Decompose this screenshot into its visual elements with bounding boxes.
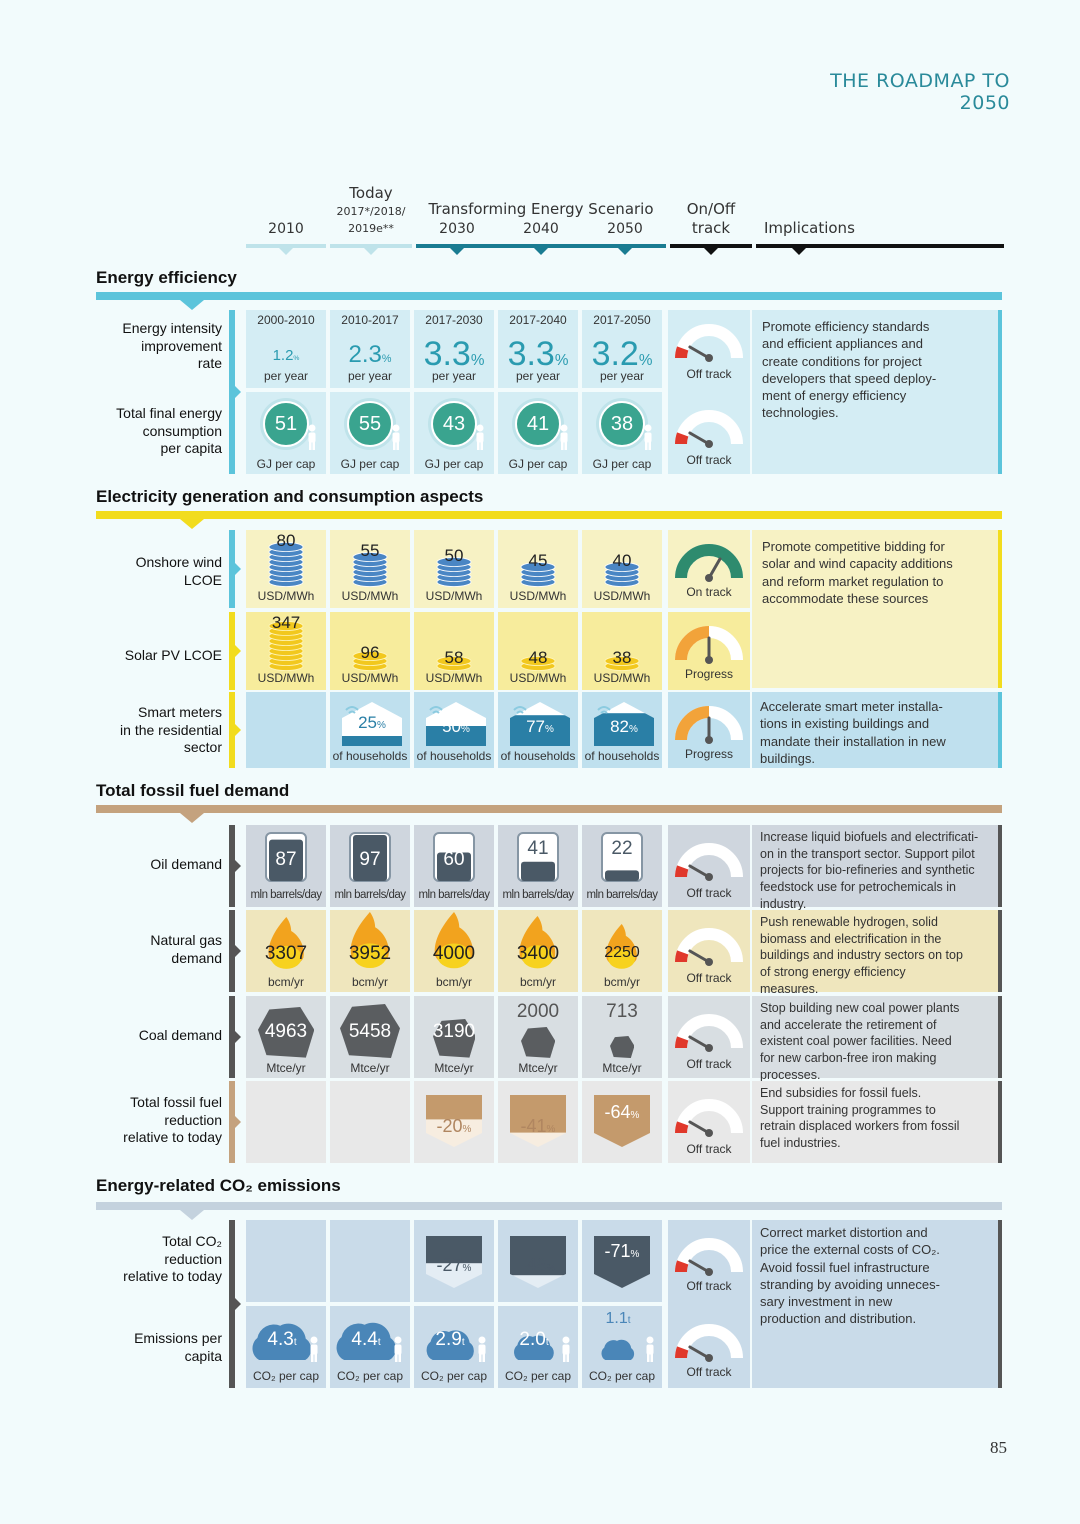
track-status-label: Progress	[684, 747, 734, 761]
wind-lcoe-value: 55	[360, 541, 380, 560]
meters-value: 77%	[526, 717, 554, 736]
unit-label: bcm/yr	[604, 975, 640, 989]
implication-oil: Increase liquid biofuels and electrificati- on in the transport sector. Support pilot projects for bio-refineries and synthetic feedstock use for petrochemicals in industry.	[760, 830, 979, 911]
unit-label: Mtce/yr	[266, 1061, 306, 1075]
coal-value: 5458	[348, 1021, 392, 1042]
unit-label: per year	[263, 369, 309, 383]
coal-value: 4963	[264, 1021, 308, 1042]
implication-co2: Correct market distortion and price the external costs of CO₂. Avoid fossil fuel infrastructure stranding by avoiding unneces- sary investment in new production and distribution.	[760, 1225, 940, 1327]
cell-meters	[246, 692, 326, 768]
wind-lcoe-value: 45	[528, 551, 548, 570]
tfec-value: 55	[358, 413, 382, 435]
track-status-label: Progress	[684, 667, 734, 681]
unit-label: GJ per cap	[424, 457, 484, 471]
oil-value: 60	[443, 849, 465, 870]
person-icon	[308, 1336, 320, 1362]
implication-edge	[998, 1081, 1002, 1163]
unit-label: USD/MWh	[425, 589, 483, 603]
wind-lcoe-value: 40	[612, 551, 632, 570]
row-label-oil: Oil demand	[150, 856, 222, 872]
gas-value: 3400	[516, 943, 560, 964]
gauge-icon	[668, 1232, 750, 1282]
unit-label: mln barrels/day	[586, 889, 658, 901]
unit-label: per year	[599, 369, 645, 383]
coal-icon	[610, 1036, 635, 1058]
unit-label: USD/MWh	[509, 671, 567, 685]
gas-value: 3307	[264, 943, 308, 964]
unit-label: mln barrels/day	[250, 889, 322, 901]
row-label-fossil_red: Total fossil fuel reduction relative to today	[123, 1094, 222, 1145]
wind-lcoe-value: 50	[444, 546, 464, 565]
column-today-years-1: 2017*/2018/	[336, 205, 406, 218]
solar-lcoe-value: 347	[271, 613, 301, 632]
row-arrow-icon	[235, 386, 241, 398]
row-arrow-icon	[235, 860, 241, 872]
implication-coal: Stop building new coal power plants and accelerate the retirement of existent coal power facilities. Need for new carbon-free iron making processes.	[760, 1001, 960, 1082]
intensity-value: 3.3%	[507, 335, 569, 373]
intensity-value: 3.2%	[591, 335, 653, 373]
meters-value: 25%	[358, 713, 386, 732]
period-label: 2010-2017	[341, 313, 399, 327]
intensity-value: 2.3%	[348, 341, 392, 369]
section-title-electricity: Electricity generation and consumption aspects	[96, 487, 484, 506]
row-label-gas: Natural gas demand	[150, 932, 222, 966]
row-label-solar: Solar PV LCOE	[124, 647, 222, 663]
implication-electricity: Promote competitive bidding for solar and wind capacity additions and reform market regulation to accommodate these sources	[762, 539, 953, 606]
gauge-icon	[668, 1093, 750, 1143]
wind-lcoe-value: 80	[276, 531, 296, 550]
person-icon	[306, 424, 318, 450]
coal-icon	[521, 1027, 555, 1058]
implication-efficiency: Promote efficiency standards and efficient appliances and create conditions for project developers that speed deploy- ment of energy efficiency technologies.	[762, 319, 937, 421]
gauge-icon	[668, 700, 750, 750]
unit-label: Mtce/yr	[602, 1061, 642, 1075]
unit-label: GJ per cap	[592, 457, 652, 471]
person-icon	[392, 1336, 404, 1362]
fossil-reduction-value: -64%	[604, 1102, 640, 1122]
unit-label: USD/MWh	[425, 671, 483, 685]
track-status-label: Off track	[686, 367, 732, 381]
oil-value: 22	[611, 838, 633, 859]
track-status-label: On track	[686, 585, 732, 599]
column-on-off: On/Off	[686, 200, 736, 218]
period-label: 2017-2030	[425, 313, 483, 327]
solar-lcoe-value: 48	[528, 648, 548, 667]
page-header-title: THE ROADMAP TO 2050	[830, 70, 1010, 114]
implication-meters: Accelerate smart meter installa- tions in existing buildings and mandate their installation in new buildings.	[760, 699, 946, 766]
gas-value: 2250	[604, 944, 640, 961]
fossil-reduction-value: -20%	[436, 1116, 472, 1136]
gauge-icon	[668, 1318, 750, 1368]
implication-edge	[998, 996, 1002, 1078]
column-2010: 2010	[268, 221, 304, 237]
row-label-meters: Smart meters in the residential sector	[120, 704, 222, 755]
track-status-label: Off track	[686, 971, 732, 985]
row-label-co2-reduction: Total CO₂ reduction relative to today	[123, 1233, 222, 1284]
implication-edge	[998, 825, 1002, 907]
unit-label: mln barrels/day	[334, 889, 406, 901]
row-arrow-icon	[235, 1116, 241, 1128]
unit-label: CO₂ per cap	[252, 1369, 320, 1383]
column-implications: Implications	[764, 219, 855, 237]
unit-label: of households	[332, 749, 408, 763]
cloud-icon	[599, 1336, 636, 1360]
implication-edge	[998, 310, 1002, 474]
section-title-co2: Energy-related CO₂ emissions	[96, 1176, 341, 1195]
unit-label: bcm/yr	[268, 975, 304, 989]
solar-lcoe-value: 58	[444, 648, 464, 667]
unit-label: USD/MWh	[509, 589, 567, 603]
row-label-wind: Onshore wind LCOE	[135, 554, 222, 588]
unit-label: GJ per cap	[340, 457, 400, 471]
unit-label: per year	[431, 369, 477, 383]
unit-label: USD/MWh	[257, 671, 315, 685]
intensity-value: 3.3%	[423, 335, 485, 373]
tfec-value: 41	[526, 413, 550, 435]
tfec-value: 43	[442, 413, 466, 435]
tfec-value: 38	[610, 413, 634, 435]
intensity-value: 1.2%	[272, 346, 300, 364]
unit-label: USD/MWh	[593, 671, 651, 685]
emissions-value: 1.1t	[605, 1310, 631, 1327]
gauge-icon	[668, 922, 750, 972]
unit-label: per year	[515, 369, 561, 383]
coal-value: 3190	[432, 1021, 476, 1042]
row-label-intensity: Energy intensity improvement rate	[122, 320, 222, 371]
solar-lcoe-value: 38	[612, 648, 632, 667]
person-icon	[476, 1336, 488, 1362]
gas-value: 3952	[348, 943, 392, 964]
gas-value: 4000	[432, 943, 476, 964]
row-label-tfec: Total final energy consumption per capita	[116, 405, 222, 456]
section-title-energy-efficiency: Energy efficiency	[96, 268, 237, 287]
unit-label: of households	[500, 749, 576, 763]
person-icon	[390, 424, 402, 450]
cell-fossil_red	[330, 1081, 410, 1163]
gauge-icon	[668, 318, 750, 368]
unit-label: mln barrels/day	[418, 889, 490, 901]
track-status-label: Off track	[686, 1142, 732, 1156]
co2-reduction-value: -48%	[520, 1255, 556, 1275]
track-status-label: Off track	[686, 453, 732, 467]
unit-label: GJ per cap	[508, 457, 568, 471]
unit-label: of households	[416, 749, 492, 763]
unit-label: Mtce/yr	[518, 1061, 558, 1075]
unit-label: USD/MWh	[593, 589, 651, 603]
person-icon	[474, 424, 486, 450]
unit-label: GJ per cap	[256, 457, 316, 471]
gauge-icon	[668, 837, 750, 887]
person-icon	[642, 424, 654, 450]
page-number: 85	[990, 1438, 1007, 1457]
oil-value: 97	[359, 849, 381, 870]
period-label: 2017-2040	[509, 313, 567, 327]
track-status-label: Off track	[686, 1279, 732, 1293]
track-status-label: Off track	[686, 1365, 732, 1379]
implication-edge	[998, 910, 1002, 992]
unit-label: CO₂ per cap	[336, 1369, 404, 1383]
row-arrow-icon	[235, 945, 241, 957]
co2-reduction-value: -27%	[436, 1255, 472, 1275]
tfec-value: 51	[274, 413, 298, 435]
column-track: track	[691, 219, 731, 237]
gauge-icon	[668, 538, 750, 588]
unit-label: USD/MWh	[257, 589, 315, 603]
unit-label: CO₂ per cap	[504, 1369, 572, 1383]
row-label-coal: Coal demand	[138, 1027, 222, 1043]
emissions-value: 2.9t	[435, 1329, 465, 1350]
section-title-fossil: Total fossil fuel demand	[96, 781, 290, 800]
implication-fossil_red: End subsidies for fossil fuels. Support training programmes to retrain displaced workers from fossil fuel industries.	[760, 1086, 960, 1150]
track-status-label: Off track	[686, 1057, 732, 1071]
unit-label: USD/MWh	[341, 671, 399, 685]
unit-label: bcm/yr	[436, 975, 472, 989]
person-icon	[644, 1336, 656, 1362]
period-label: 2000-2010	[257, 313, 315, 327]
gauge-icon	[668, 404, 750, 454]
unit-label: bcm/yr	[352, 975, 388, 989]
emissions-value: 4.4t	[351, 1329, 381, 1350]
person-icon	[560, 1336, 572, 1362]
person-icon	[558, 424, 570, 450]
solar-lcoe-value: 96	[360, 643, 380, 662]
co2-reduction-value: -71%	[604, 1241, 640, 1261]
column-2040: 2040	[523, 221, 559, 237]
column-2050: 2050	[607, 221, 643, 237]
emissions-value: 2.0t	[519, 1329, 549, 1350]
unit-label: CO₂ per cap	[588, 1369, 656, 1383]
row-arrow-icon	[235, 1031, 241, 1043]
row-arrow-icon	[235, 563, 241, 575]
oil-value: 87	[275, 849, 297, 870]
implication-gas: Push renewable hydrogen, solid biomass and electrification in the buildings and industry sectors on top of strong energy efficiency measures.	[760, 915, 963, 996]
unit-label: USD/MWh	[341, 589, 399, 603]
column-transforming-energy-scenario: Transforming Energy Scenario	[428, 200, 654, 218]
cell-co2-red	[246, 1220, 326, 1302]
row-arrow-icon	[235, 724, 241, 736]
unit-label: bcm/yr	[520, 975, 556, 989]
unit-label: per year	[347, 369, 393, 383]
unit-label: CO₂ per cap	[420, 1369, 488, 1383]
meters-value: 82%	[610, 717, 638, 736]
oil-value: 41	[527, 838, 549, 859]
unit-label: of households	[584, 749, 660, 763]
gauge-icon	[668, 620, 750, 670]
coal-value: 713	[606, 1001, 638, 1022]
fossil-reduction-value: -41%	[520, 1116, 556, 1136]
track-status-label: Off track	[686, 886, 732, 900]
period-label: 2017-2050	[593, 313, 651, 327]
cell-co2-red	[330, 1220, 410, 1302]
column-2030: 2030	[439, 221, 475, 237]
column-today-years-2: 2019e**	[348, 222, 394, 235]
emissions-value: 4.3t	[267, 1329, 297, 1350]
unit-label: Mtce/yr	[350, 1061, 390, 1075]
row-arrow-icon	[235, 645, 241, 657]
row-arrow-icon	[235, 1298, 241, 1310]
unit-label: Mtce/yr	[434, 1061, 474, 1075]
implication-edge	[998, 1220, 1002, 1388]
implication-edge	[998, 530, 1002, 688]
meters-value: 50%	[442, 717, 470, 736]
column-today: Today	[349, 184, 393, 202]
row-label-emissions: Emissions per capita	[134, 1330, 222, 1364]
unit-label: mln barrels/day	[502, 889, 574, 901]
gauge-icon	[668, 1008, 750, 1058]
cell-fossil_red	[246, 1081, 326, 1163]
coal-value: 2000	[516, 1001, 560, 1022]
implication-edge	[998, 692, 1002, 768]
